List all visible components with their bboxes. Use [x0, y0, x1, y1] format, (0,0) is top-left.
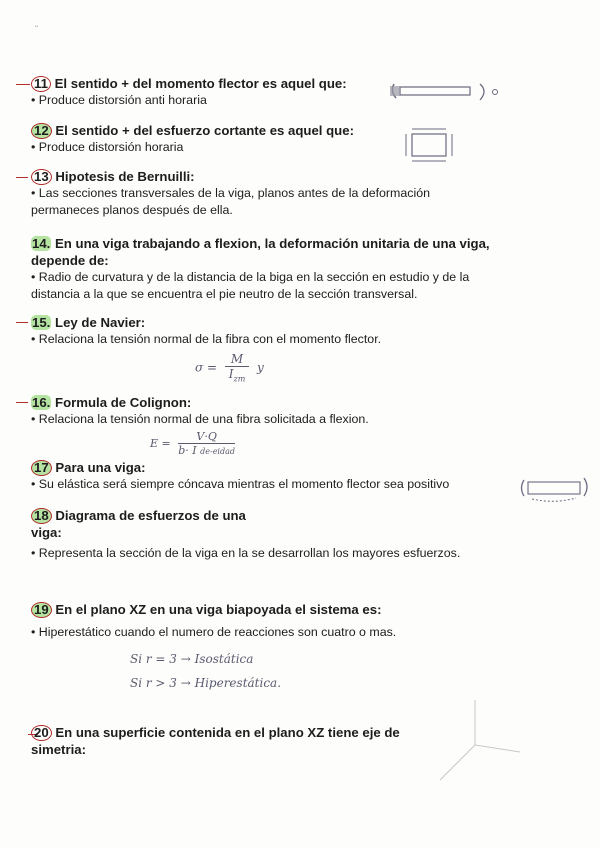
tick-mark [16, 322, 28, 323]
question-number: 15. [32, 315, 51, 330]
question-text: Ley de Navier: [55, 315, 146, 330]
question-text: Hipotesis de Bernuilli: [55, 169, 195, 184]
question-text: El sentido + del momento flector es aquel que: [54, 76, 347, 91]
formula-numerator: M [225, 352, 249, 367]
moment-beam-sketch [388, 78, 508, 110]
question-text: Diagrama de esfuerzos de una viga: [31, 508, 246, 540]
question-title [31, 601, 431, 618]
tick-mark [16, 402, 28, 403]
formula-lhs: E = [150, 437, 171, 450]
question-18-answer [31, 545, 461, 562]
question-title [31, 168, 501, 185]
hyperstatic-note: Si r > 3 → Hiperestática. [130, 676, 282, 690]
question-18 [31, 507, 261, 541]
tick-mark [16, 177, 28, 178]
colignon-formula [150, 430, 239, 457]
question-14 [31, 235, 501, 303]
navier-formula [195, 352, 264, 383]
formula-rhs: y [257, 360, 264, 375]
concave-beam-sketch [518, 474, 592, 504]
shear-element-sketch [400, 124, 462, 164]
tick-mark [16, 84, 30, 85]
axes-sketch [420, 690, 540, 800]
question-text: En una superficie contenida en el plano XZ tiene eje de simetria: [31, 725, 400, 757]
question-text: El sentido + del esfuerzo cortante es aquel que: [55, 123, 354, 138]
formula-subscript: de-eidad [200, 447, 236, 456]
question-number: 18 [31, 508, 52, 524]
question-text: En una viga trabajando a flexion, la deformación unitaria de una viga, depende de: [31, 236, 490, 268]
answer-text: • Su elástica será siempre cóncava mientras el momento flector sea positivo [31, 477, 450, 491]
answer-text: • Relaciona la tensión normal de una fibra solicitada a flexion. [31, 412, 369, 426]
question-title [31, 459, 501, 476]
question-text: Formula de Colignon: [55, 395, 192, 410]
question-19 [31, 601, 431, 641]
question-number: 14. [32, 236, 51, 251]
question-number: 13 [31, 169, 52, 185]
question-16 [31, 394, 501, 428]
question-number: 20 [31, 725, 52, 741]
formula-fraction [225, 352, 249, 383]
answer-text: • Radio de curvatura y de la distancia de la biga en la sección en estudio y de la distancia a la que se encuentra el pie neutro de la sección transversal. [31, 270, 470, 301]
formula-denominator: I [228, 367, 234, 381]
question-15 [31, 314, 501, 348]
answer-text: • Representa la sección de la viga en la se desarrollan los mayores esfuerzos. [31, 546, 461, 560]
question-text: En el plano XZ en una viga biapoyada el sistema es: [55, 602, 382, 617]
answer-text: • Produce distorsión horaria [31, 140, 184, 154]
formula-denominator: b· I [178, 444, 197, 457]
question-title [31, 314, 501, 331]
question-20 [31, 724, 451, 758]
question-number: 17 [31, 460, 52, 476]
scan-mark: ᵕ [35, 22, 39, 31]
isostatic-note: Si r = 3 → Isostática [130, 652, 254, 666]
question-17 [31, 459, 501, 493]
answer-text: • Hiperestático cuando el numero de reacciones son cuatro o mas. [31, 625, 397, 639]
question-number: 12 [31, 123, 52, 139]
question-number: 11 [31, 76, 51, 92]
question-13 [31, 168, 501, 219]
formula-lhs: σ = [195, 360, 218, 375]
question-title [31, 724, 451, 758]
question-number: 16. [32, 395, 51, 410]
question-text: Para una viga: [55, 460, 146, 475]
question-title [31, 394, 501, 411]
answer-text: • Relaciona la tensión normal de la fibra con el momento flector. [31, 332, 382, 346]
question-title [31, 507, 261, 541]
question-number: 19 [31, 602, 52, 618]
answer-text: • Las secciones transversales de la viga, planos antes de la deformación permaneces planos después de ella. [31, 186, 430, 217]
answer-text: • Produce distorsión anti horaria [31, 93, 207, 107]
formula-numerator: V·Q [178, 430, 235, 444]
formula-fraction [178, 430, 235, 457]
question-title [31, 235, 501, 269]
formula-subscript: zm [233, 374, 246, 384]
